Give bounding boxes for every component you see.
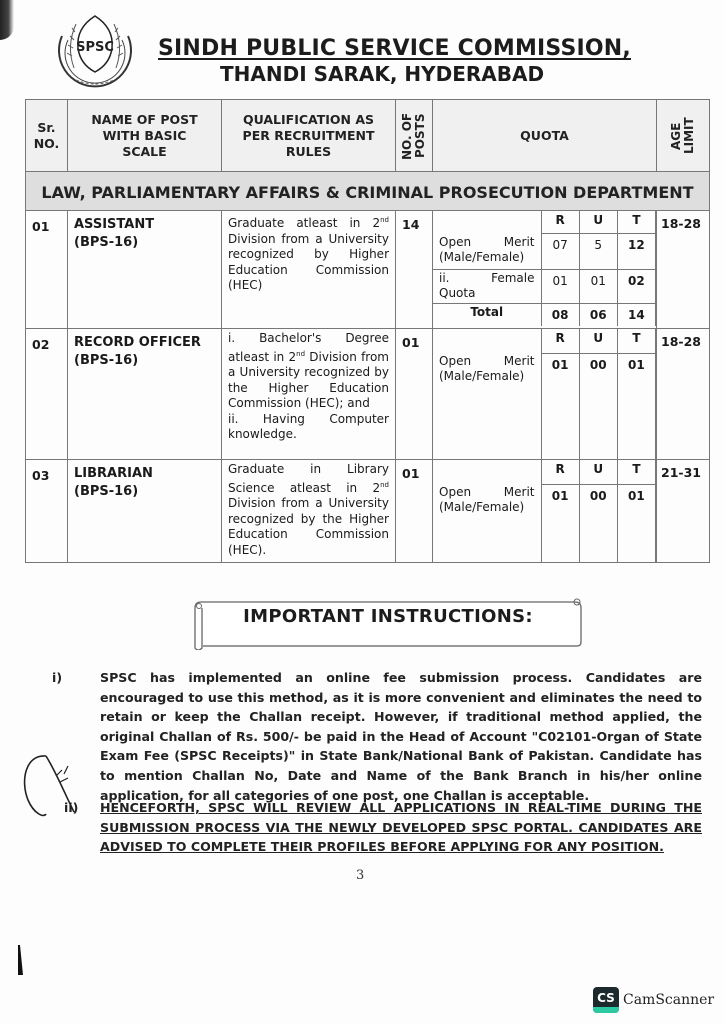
instruction-item [52, 798, 702, 857]
posts-header-text: NO. OF POSTS [400, 111, 427, 160]
sr-number: 03 [26, 460, 68, 563]
post-name: RECORD OFFICER [74, 335, 201, 350]
instruction-text: HENCEFORTH, SPSC WILL REVIEW ALL APPLICATIONS IN REAL-TIME DURING THE SUBMISSION PROCESS VIA THE NEWLY DEVELOPED SPSC PORTAL. CANDIDATES ARE ADVISED TO COMPLETE THEIR PROFILES BEFORE APPLYING FOR ANY POSITION. [100, 800, 702, 855]
quota-total-u: 06 [579, 304, 617, 326]
age-limit: 18-28 [657, 329, 710, 460]
quota-header-t: T [617, 460, 655, 484]
camscanner-watermark [593, 987, 714, 1013]
qualification [222, 211, 396, 329]
handwritten-signature [16, 752, 78, 822]
quota-table [433, 211, 656, 326]
quota-row [433, 234, 656, 270]
post-scale: (BPS-16) [74, 235, 139, 250]
age-limit: 18-28 [657, 211, 710, 329]
col-header-post: NAME OF POST WITH BASIC SCALE [68, 100, 222, 172]
age-limit: 21-31 [657, 460, 710, 563]
quota-cell [433, 211, 657, 329]
quota-header-u: U [579, 460, 617, 484]
qualification [222, 329, 396, 460]
commission-title: SINDH PUBLIC SERVICE COMMISSION, [158, 36, 631, 61]
camscanner-name: CamScanner [623, 992, 715, 1008]
spsc-logo-emblem [52, 6, 138, 92]
quota-t: 01 [617, 484, 655, 562]
quota-row [433, 270, 656, 304]
quota-row [433, 484, 656, 562]
quota-header-row [433, 211, 656, 234]
quota-r: 01 [541, 484, 579, 562]
instructions-heading: IMPORTANT INSTRUCTIONS: [243, 606, 533, 627]
table-row [26, 211, 710, 329]
quota-label: Open Merit (Male/Female) [433, 234, 541, 270]
post-scale: (BPS-16) [74, 353, 139, 368]
qualification-text: Graduate in Library Science atleast in 2nd Division from a University recognized by the Higher Education Commission (HEC). [228, 462, 389, 557]
quota-t: 02 [617, 270, 655, 304]
quota-table [433, 460, 656, 562]
number-of-posts: 01 [396, 329, 433, 460]
table-row [26, 329, 710, 460]
quota-cell [433, 460, 657, 563]
col-header-qualification: QUALIFICATION AS PER RECRUITMENT RULES [222, 100, 396, 172]
page-number: 3 [356, 868, 365, 883]
table-header-row [26, 100, 710, 172]
qualification-text: Graduate atleast in 2nd Division from a University recognized by Higher Education Commission (HEC) [228, 216, 389, 292]
quota-header-r: R [541, 211, 579, 234]
quota-label: Open Merit (Male/Female) [439, 354, 535, 383]
quota-total-label: Total [470, 305, 504, 319]
quota-r: 01 [541, 353, 579, 459]
quota-r: 07 [541, 234, 579, 270]
quota-t: 01 [617, 353, 655, 459]
scan-edge-mark [18, 945, 23, 975]
sr-number: 02 [26, 329, 68, 460]
department-name: LAW, PARLIAMENTARY AFFAIRS & CRIMINAL PROSECUTION DEPARTMENT [26, 172, 710, 211]
qualification [222, 460, 396, 563]
quota-header-row [433, 460, 656, 484]
quota-r: 01 [541, 270, 579, 304]
quota-row [433, 353, 656, 459]
qualification-part: i. Bachelor's Degree atleast in 2nd Division from a University recognized by the Higher Education Commission (HEC); and [228, 331, 389, 410]
quota-header-r: R [541, 329, 579, 353]
quota-t: 12 [617, 234, 655, 270]
quota-label: Open Merit (Male/Female) [439, 485, 535, 514]
quota-header-row [433, 329, 656, 353]
quota-u: 5 [579, 234, 617, 270]
quota-header-u: U [579, 211, 617, 234]
age-header-text: AGE LIMIT [669, 117, 696, 154]
col-header-quota: QUOTA [433, 100, 657, 172]
col-header-sr: Sr. NO. [26, 100, 68, 172]
number-of-posts: 14 [396, 211, 433, 329]
qualification-part: ii. Having Computer knowledge. [228, 411, 389, 441]
quota-u: 00 [579, 353, 617, 459]
instruction-text: SPSC has implemented an online fee submission process. Candidates are encouraged to use this method, as it is more convenient and eliminates the need to retain or keep the Challan receipt. However, if traditional method applied, the original Challan of Rs. 500/- be paid in the Head of Account "C02101-Organ of State Exam Fee (SPSC Receipts)" in State Bank/National Bank of Pakistan. Candidate has to mention Challan No, Date and Name of the Bank Branch in his/her online application, for all categories of one post, one Challan is acceptable. [100, 670, 702, 803]
instruction-number: i) [52, 670, 63, 685]
quota-total-row [433, 304, 656, 326]
department-row [26, 172, 710, 211]
table-row [26, 460, 710, 563]
quota-table [433, 329, 656, 459]
scan-edge-shadow [0, 0, 14, 40]
instruction-number: ii) [64, 800, 79, 815]
commission-address: THANDI SARAK, HYDERABAD [220, 62, 545, 86]
posts-table [25, 99, 710, 563]
camscanner-badge-text: CS [597, 991, 615, 1005]
quota-total-t: 14 [617, 304, 655, 326]
quota-header-r: R [541, 460, 579, 484]
post-name: LIBRARIAN [74, 466, 153, 481]
number-of-posts: 01 [396, 460, 433, 563]
post-name-cell [68, 460, 222, 563]
sr-number: 01 [26, 211, 68, 329]
camscanner-logo-icon [593, 987, 619, 1013]
post-name-cell [68, 329, 222, 460]
quota-cell [433, 329, 657, 460]
quota-header-u: U [579, 329, 617, 353]
col-header-posts [396, 100, 433, 172]
quota-u: 00 [579, 484, 617, 562]
quota-total-r: 08 [541, 304, 579, 326]
post-name: ASSISTANT [74, 217, 155, 232]
post-scale: (BPS-16) [74, 484, 139, 499]
post-name-cell [68, 211, 222, 329]
quota-header-t: T [617, 329, 655, 353]
instruction-item [52, 668, 702, 805]
col-header-age [657, 100, 710, 172]
quota-label: ii. Female Quota [433, 270, 541, 304]
quota-header-t: T [617, 211, 655, 234]
logo-text: SPSC [76, 40, 114, 55]
quota-u: 01 [579, 270, 617, 304]
